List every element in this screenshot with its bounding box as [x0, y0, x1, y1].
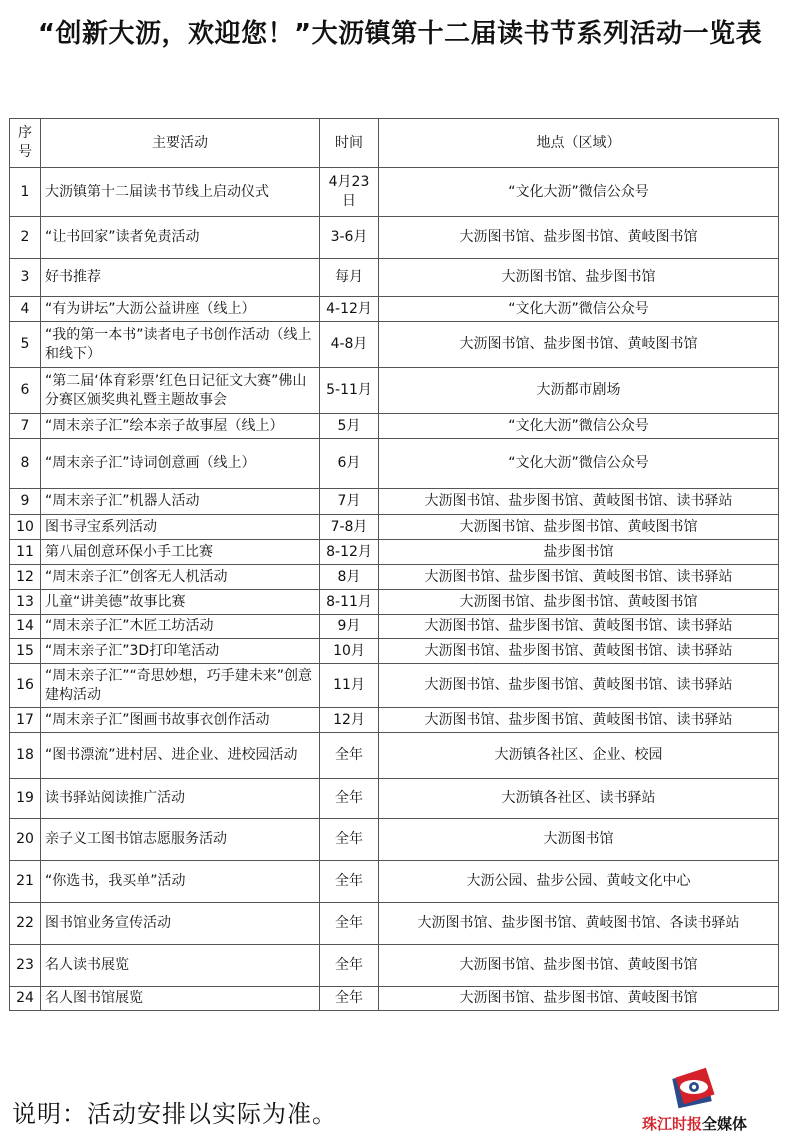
- row-time-cell: 3-6月: [320, 217, 379, 259]
- row-time-cell: 全年: [320, 733, 379, 779]
- row-activity-cell: “周末亲子汇”诗词创意画（线上）: [41, 439, 320, 489]
- row-activity-cell: 读书驿站阅读推广活动: [41, 779, 320, 819]
- row-place-cell: 大沥公园、盐步公园、黄岐文化中心: [379, 861, 779, 903]
- row-no-cell: 10: [10, 515, 41, 540]
- row-time-cell: 7月: [320, 489, 379, 515]
- row-place-cell: “文化大沥”微信公众号: [379, 297, 779, 322]
- table-row: [10, 708, 779, 733]
- row-no-cell: 23: [10, 945, 41, 987]
- row-no-cell: 14: [10, 615, 41, 639]
- table-row: [10, 414, 779, 439]
- table-header-row: [10, 119, 779, 168]
- row-time-cell: 5月: [320, 414, 379, 439]
- table-row: [10, 368, 779, 414]
- row-place-cell: 大沥图书馆、盐步图书馆、黄岐图书馆、读书驿站: [379, 615, 779, 639]
- row-place-cell: “文化大沥”微信公众号: [379, 439, 779, 489]
- table-row: [10, 439, 779, 489]
- row-place-cell: 大沥图书馆、盐步图书馆、黄岐图书馆: [379, 590, 779, 615]
- row-no-cell: 19: [10, 779, 41, 819]
- row-place-cell: 大沥图书馆、盐步图书馆、黄岐图书馆、读书驿站: [379, 708, 779, 733]
- row-time-cell: 8-11月: [320, 590, 379, 615]
- row-activity-cell: “周末亲子汇”“奇思妙想，巧手建未来”创意建构活动: [41, 664, 320, 708]
- row-place-cell: 大沥图书馆、盐步图书馆、黄岐图书馆: [379, 945, 779, 987]
- table-row: [10, 945, 779, 987]
- row-time-cell: 全年: [320, 779, 379, 819]
- row-time-cell: 10月: [320, 639, 379, 664]
- table-row: [10, 664, 779, 708]
- row-activity-cell: “图书漂流”进村居、进企业、进校园活动: [41, 733, 320, 779]
- row-activity-cell: 亲子义工图书馆志愿服务活动: [41, 819, 320, 861]
- table-row: [10, 590, 779, 615]
- row-no-cell: 9: [10, 489, 41, 515]
- logo-text-red: 珠江时报: [642, 1115, 703, 1133]
- row-place-cell: 大沥都市剧场: [379, 368, 779, 414]
- table-row: [10, 861, 779, 903]
- row-time-cell: 全年: [320, 861, 379, 903]
- row-time-cell: 8月: [320, 565, 379, 590]
- table-row: [10, 565, 779, 590]
- table-row: [10, 639, 779, 664]
- row-no-cell: 21: [10, 861, 41, 903]
- row-no-cell: 8: [10, 439, 41, 489]
- row-activity-cell: “周末亲子汇”木匠工坊活动: [41, 615, 320, 639]
- table-row: [10, 903, 779, 945]
- row-place-cell: 大沥图书馆、盐步图书馆、黄岐图书馆、读书驿站: [379, 489, 779, 515]
- row-place-cell: 大沥图书馆、盐步图书馆、黄岐图书馆、读书驿站: [379, 639, 779, 664]
- row-place-cell: 大沥图书馆、盐步图书馆、黄岐图书馆: [379, 987, 779, 1011]
- row-place-cell: 大沥镇各社区、企业、校园: [379, 733, 779, 779]
- row-activity-cell: “周末亲子汇”绘本亲子故事屋（线上）: [41, 414, 320, 439]
- row-place-cell: “文化大沥”微信公众号: [379, 168, 779, 217]
- eye-logo-icon: [668, 1065, 718, 1111]
- row-place-cell: 大沥图书馆、盐步图书馆: [379, 259, 779, 297]
- table-row: [10, 322, 779, 368]
- footnote: 说明：活动安排以实际为准。: [12, 1100, 337, 1128]
- row-place-cell: 大沥图书馆、盐步图书馆、黄岐图书馆: [379, 322, 779, 368]
- row-activity-cell: 名人读书展览: [41, 945, 320, 987]
- logo: [642, 1065, 782, 1135]
- row-no-cell: 6: [10, 368, 41, 414]
- row-place-cell: 大沥图书馆、盐步图书馆、黄岐图书馆、各读书驿站: [379, 903, 779, 945]
- row-activity-cell: “周末亲子汇”图画书故事衣创作活动: [41, 708, 320, 733]
- row-time-cell: 6月: [320, 439, 379, 489]
- row-time-cell: 7-8月: [320, 515, 379, 540]
- row-time-cell: 4-8月: [320, 322, 379, 368]
- row-no-cell: 18: [10, 733, 41, 779]
- row-activity-cell: “让书回家”读者免责活动: [41, 217, 320, 259]
- logo-text-dark: 全媒体: [702, 1115, 748, 1133]
- table-row: [10, 540, 779, 565]
- row-time-cell: 全年: [320, 987, 379, 1011]
- table-row: [10, 779, 779, 819]
- row-activity-cell: “我的第一本书”读者电子书创作活动（线上和线下）: [41, 322, 320, 368]
- row-time-cell: 4月23日: [320, 168, 379, 217]
- table-row: [10, 819, 779, 861]
- row-activity-cell: 第八届创意环保小手工比赛: [41, 540, 320, 565]
- row-activity-cell: 好书推荐: [41, 259, 320, 297]
- row-no-cell: 24: [10, 987, 41, 1011]
- row-no-cell: 11: [10, 540, 41, 565]
- row-activity-cell: “周末亲子汇”3D打印笔活动: [41, 639, 320, 664]
- row-time-cell: 11月: [320, 664, 379, 708]
- table-row: [10, 615, 779, 639]
- row-place-cell: “文化大沥”微信公众号: [379, 414, 779, 439]
- table-row: [10, 987, 779, 1011]
- row-no-cell: 20: [10, 819, 41, 861]
- row-place-cell: 大沥图书馆、盐步图书馆、黄岐图书馆、读书驿站: [379, 565, 779, 590]
- row-time-cell: 9月: [320, 615, 379, 639]
- row-time-cell: 每月: [320, 259, 379, 297]
- row-activity-cell: 图书馆业务宣传活动: [41, 903, 320, 945]
- row-no-cell: 2: [10, 217, 41, 259]
- row-activity-cell: “第二届‘体育彩票’红色日记征文大赛”佛山分赛区颁奖典礼暨主题故事会: [41, 368, 320, 414]
- row-no-cell: 5: [10, 322, 41, 368]
- row-no-cell: 4: [10, 297, 41, 322]
- row-time-cell: 5-11月: [320, 368, 379, 414]
- row-no-cell: 22: [10, 903, 41, 945]
- row-place-cell: 大沥图书馆、盐步图书馆、黄岐图书馆: [379, 515, 779, 540]
- table-row: [10, 733, 779, 779]
- page-title: “创新大沥，欢迎您！”大沥镇第十二届读书节系列活动一览表: [37, 19, 763, 49]
- row-no-cell: 1: [10, 168, 41, 217]
- header-no: 序号: [10, 119, 41, 168]
- header-time: 时间: [320, 119, 379, 168]
- row-no-cell: 12: [10, 565, 41, 590]
- row-no-cell: 17: [10, 708, 41, 733]
- row-time-cell: 全年: [320, 903, 379, 945]
- row-place-cell: 大沥图书馆: [379, 819, 779, 861]
- row-activity-cell: “有为讲坛”大沥公益讲座（线上）: [41, 297, 320, 322]
- row-place-cell: 大沥图书馆、盐步图书馆、黄岐图书馆、读书驿站: [379, 664, 779, 708]
- table-row: [10, 489, 779, 515]
- table-row: [10, 217, 779, 259]
- table-row: [10, 297, 779, 322]
- row-time-cell: 12月: [320, 708, 379, 733]
- row-no-cell: 7: [10, 414, 41, 439]
- table-row: [10, 168, 779, 217]
- row-activity-cell: “周末亲子汇”机器人活动: [41, 489, 320, 515]
- row-no-cell: 16: [10, 664, 41, 708]
- row-activity-cell: 名人图书馆展览: [41, 987, 320, 1011]
- table-row: [10, 515, 779, 540]
- header-place: 地点（区域）: [379, 119, 779, 168]
- row-no-cell: 3: [10, 259, 41, 297]
- row-place-cell: 大沥图书馆、盐步图书馆、黄岐图书馆: [379, 217, 779, 259]
- row-no-cell: 13: [10, 590, 41, 615]
- row-time-cell: 全年: [320, 819, 379, 861]
- activity-table: [9, 118, 779, 1011]
- row-no-cell: 15: [10, 639, 41, 664]
- row-activity-cell: 儿童“讲美德”故事比赛: [41, 590, 320, 615]
- header-activity: 主要活动: [41, 119, 320, 168]
- row-time-cell: 4-12月: [320, 297, 379, 322]
- row-time-cell: 8-12月: [320, 540, 379, 565]
- row-activity-cell: “周末亲子汇”创客无人机活动: [41, 565, 320, 590]
- row-place-cell: 盐步图书馆: [379, 540, 779, 565]
- row-time-cell: 全年: [320, 945, 379, 987]
- row-activity-cell: 图书寻宝系列活动: [41, 515, 320, 540]
- table-row: [10, 259, 779, 297]
- row-place-cell: 大沥镇各社区、读书驿站: [379, 779, 779, 819]
- row-activity-cell: “你选书，我买单”活动: [41, 861, 320, 903]
- row-activity-cell: 大沥镇第十二届读书节线上启动仪式: [41, 168, 320, 217]
